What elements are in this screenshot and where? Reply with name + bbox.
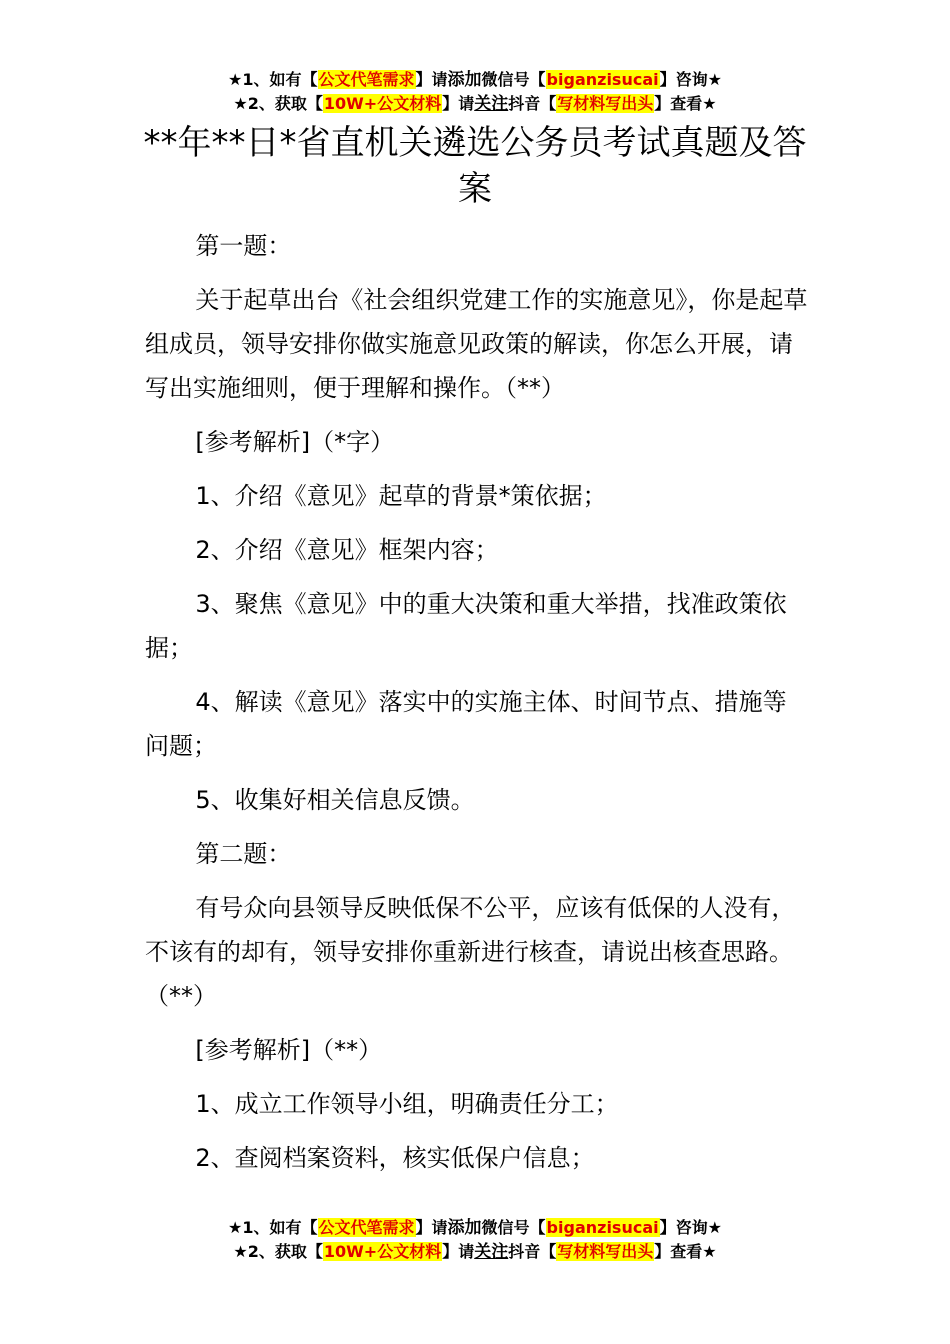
banner-text: 微信号【 [481,70,546,89]
banner-highlight: biganzisucai [546,1218,659,1237]
answer-point: 5、收集好相关信息反馈。 [195,786,475,814]
answer-point: 4、解读《意见》落实中的实施主体、时间节点、措施等问题； [145,688,787,760]
header-banner [0,68,950,116]
answer-point: 1、成立工作领导小组，明确责任分工； [195,1090,619,1118]
banner-highlight: 写材料写出头 [557,1242,654,1261]
banner-text: 】请 [442,94,475,113]
banner-highlight: 10W+公文材料 [323,94,442,113]
banner-text: 】请 [415,1218,448,1237]
banner-text: ★2、获取【 [233,1242,323,1261]
answer-heading: [参考解析]（**） [195,1036,383,1064]
banner-text: ★1、如有【 [228,1218,318,1237]
banner-line-1 [0,1216,950,1240]
banner-text: 抖音【 [508,94,557,113]
answer-heading: [参考解析]（*字） [195,428,395,456]
banner-emphasis: 关注 [474,1242,509,1262]
banner-text: ★2、获取【 [233,94,323,113]
banner-text: 】查看★ [654,94,717,113]
banner-text: 微信号【 [481,1218,546,1237]
banner-highlight: 写材料写出头 [557,94,654,113]
banner-text: ★1、如有【 [228,70,318,89]
banner-highlight: 公文代笔需求 [318,1218,415,1237]
banner-text: 】咨询★ [659,70,722,89]
banner-emphasis: 关注 [474,94,509,114]
question-heading: 第一题： [195,232,292,260]
answer-point: 2、查阅档案资料，核实低保户信息； [195,1144,595,1172]
banner-line-2 [0,1240,950,1264]
question-heading: 第二题： [195,840,292,868]
banner-line-2 [0,92,950,116]
banner-text: 】查看★ [654,1242,717,1261]
answer-point: 3、聚焦《意见》中的重大决策和重大举措，找准政策依据； [145,590,787,662]
document-body [145,224,810,1190]
banner-emphasis: 添加 [447,1218,482,1238]
question-text: 有号众向县领导反映低保不公平，应该有低保的人没有，不该有的却有，领导安排你重新进行核查，请说出核查思路。（**） [145,894,796,1010]
footer-banner [0,1216,950,1264]
answer-point: 1、介绍《意见》起草的背景*策依据； [195,482,607,510]
banner-line-1 [0,68,950,92]
banner-highlight: biganzisucai [546,70,659,89]
document-title: **年**日*省直机关遴选公务员考试真题及答案 [143,123,807,209]
answer-point: 2、介绍《意见》框架内容； [195,536,499,564]
question-text: 关于起草出台《社会组织党建工作的实施意见》，你是起草组成员，领导安排你做实施意见政策的解读，你怎么开展，请写出实施细则，便于理解和操作。（**） [145,286,808,402]
banner-highlight: 公文代笔需求 [318,70,415,89]
banner-text: 】请 [415,70,448,89]
banner-text: 抖音【 [508,1242,557,1261]
banner-highlight: 10W+公文材料 [323,1242,442,1261]
banner-text: 】咨询★ [659,1218,722,1237]
banner-text: 】请 [442,1242,475,1261]
banner-emphasis: 添加 [447,70,482,90]
